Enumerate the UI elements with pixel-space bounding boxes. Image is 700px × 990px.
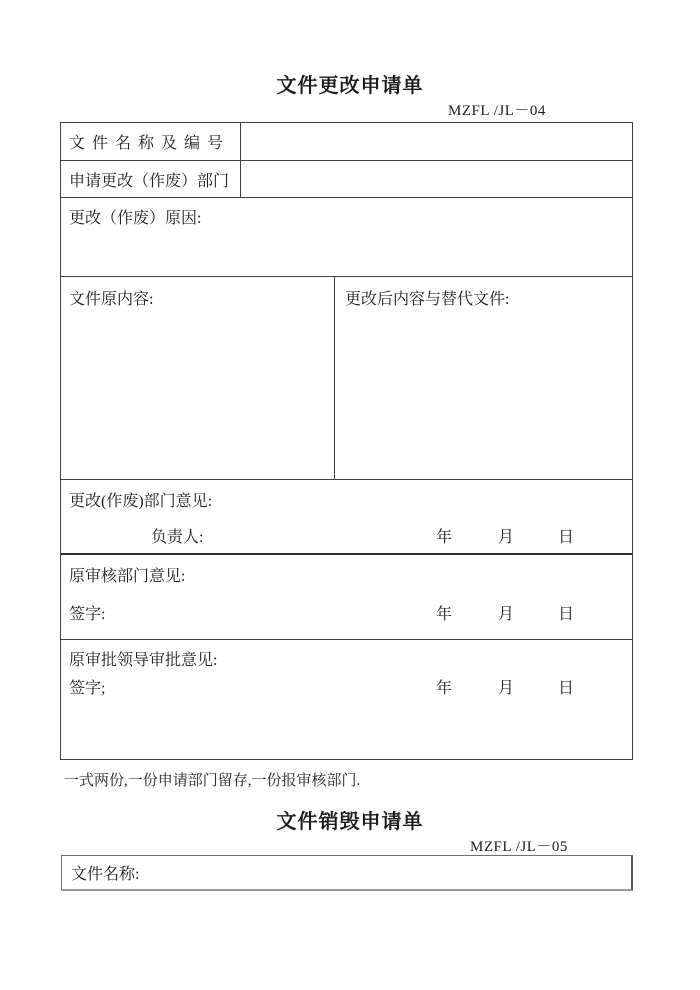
year-label: 年 bbox=[436, 606, 453, 623]
change-form-table bbox=[60, 122, 633, 760]
month-label: 月 bbox=[498, 680, 515, 697]
original-content-label: 文件原内容: bbox=[69, 291, 154, 308]
month-label: 月 bbox=[498, 529, 515, 546]
day-label: 日 bbox=[558, 529, 575, 546]
row-contents bbox=[61, 276, 632, 479]
reviewer-opinion-label: 原审核部门意见: bbox=[69, 568, 186, 585]
original-content-cell[interactable] bbox=[61, 277, 335, 479]
doc-name-input-cell[interactable] bbox=[241, 123, 632, 160]
year-label: 年 bbox=[436, 680, 453, 697]
destroy-form-title: 文件销毁申请单 bbox=[276, 811, 424, 833]
approver-sign-label: 签字; bbox=[69, 680, 106, 697]
doc-name-label: 文件名称及编号 bbox=[61, 123, 241, 160]
reviewer-sign-label: 签字: bbox=[69, 606, 106, 623]
year-label: 年 bbox=[436, 529, 453, 546]
dept-opinion-signer-label: 负责人: bbox=[151, 529, 204, 546]
row-approver-opinion[interactable] bbox=[61, 639, 632, 759]
row-dept-opinion[interactable] bbox=[61, 479, 632, 553]
row-dept bbox=[61, 160, 632, 197]
dept-opinion-label: 更改(作废)部门意见: bbox=[69, 493, 213, 510]
destroy-doc-name-cell[interactable] bbox=[61, 855, 633, 891]
day-label: 日 bbox=[558, 680, 575, 697]
reason-label: 更改（作废）原因: bbox=[69, 210, 202, 227]
approver-opinion-label: 原审批领导审批意见: bbox=[69, 652, 218, 669]
dept-input-cell[interactable] bbox=[241, 161, 632, 197]
change-form-title: 文件更改申请单 bbox=[276, 75, 424, 97]
destroy-form-code: MZFL /JL－05 bbox=[470, 839, 568, 855]
change-form-code: MZFL /JL－04 bbox=[448, 103, 546, 119]
row-doc-name bbox=[61, 123, 632, 160]
row-reason[interactable] bbox=[61, 197, 632, 276]
day-label: 日 bbox=[558, 606, 575, 623]
distribution-note: 一式两份,一份申请部门留存,一份报审核部门. bbox=[64, 773, 361, 789]
dept-label: 申请更改（作废）部门 bbox=[61, 161, 241, 197]
new-content-cell[interactable] bbox=[335, 277, 632, 479]
destroy-doc-name-label: 文件名称: bbox=[71, 866, 140, 883]
month-label: 月 bbox=[498, 606, 515, 623]
new-content-label: 更改后内容与替代文件: bbox=[345, 291, 510, 308]
row-reviewer-opinion[interactable] bbox=[61, 553, 632, 639]
